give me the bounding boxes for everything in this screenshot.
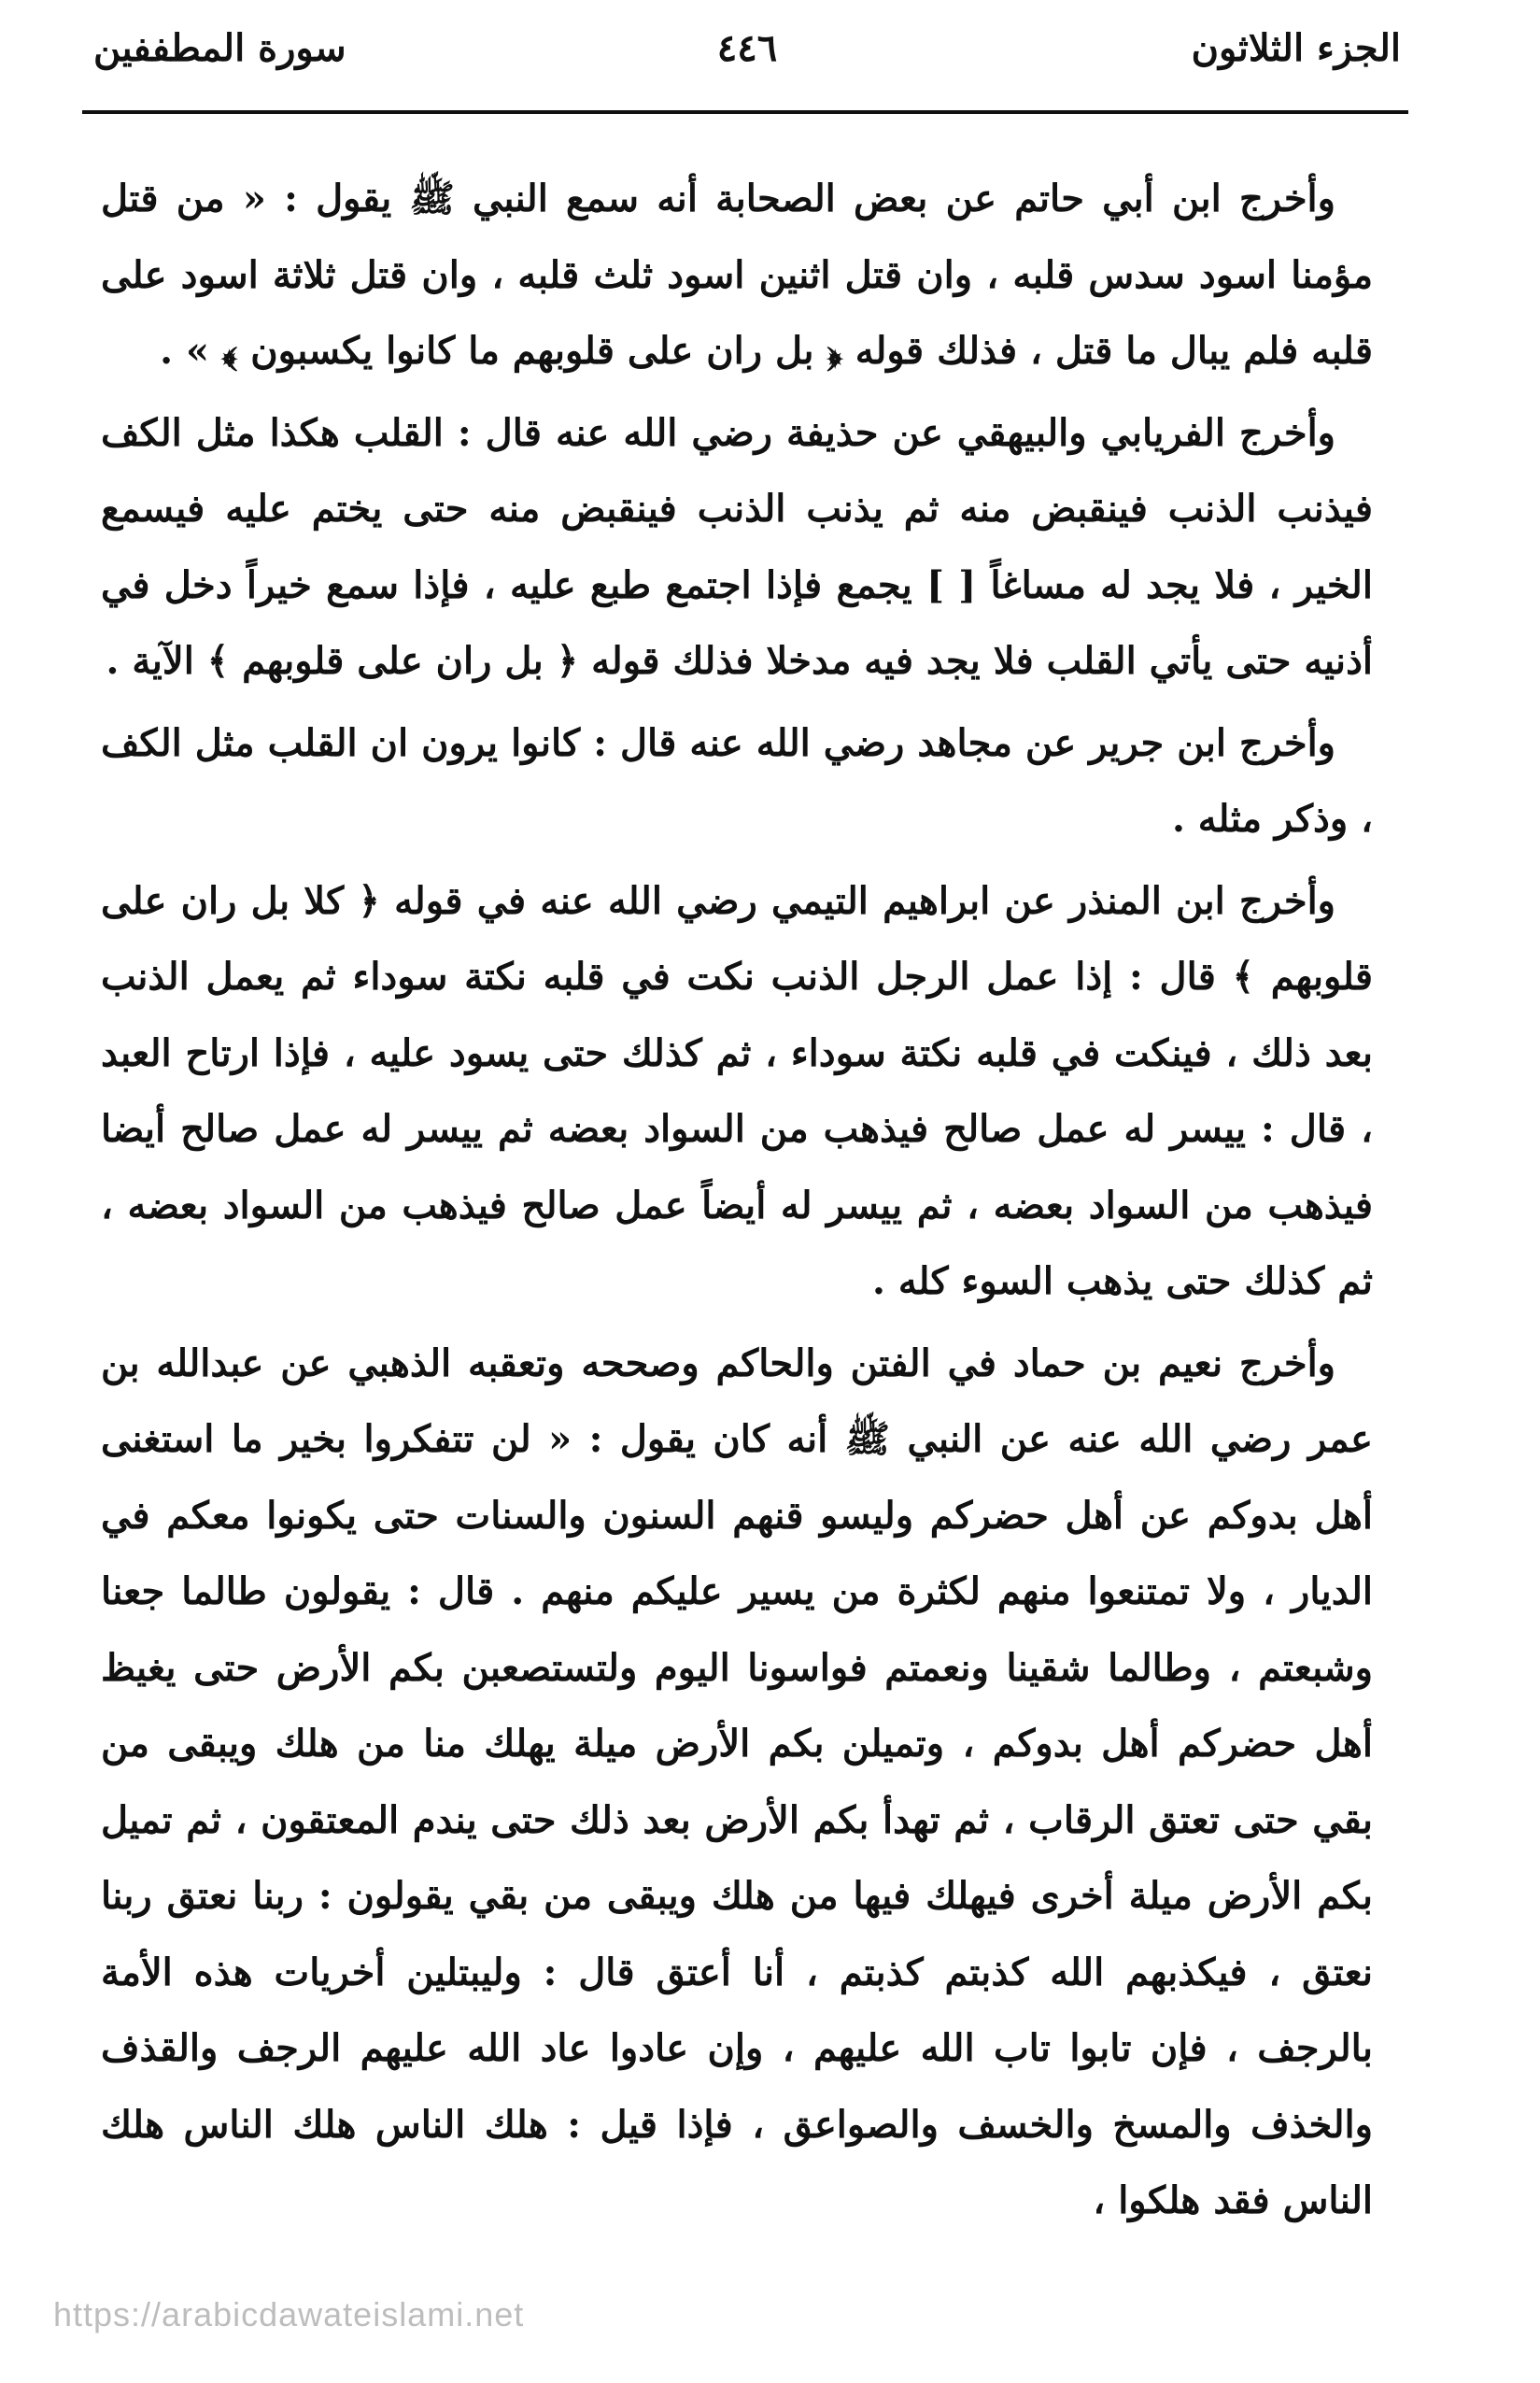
watermark-url: https://arabicdawateislami.net — [53, 2295, 525, 2333]
surah-title: سورة المطففين — [93, 26, 346, 70]
paragraph: وأخرج ابن جرير عن مجاهد رضي الله عنه قال : كانوا يرون ان القلب مثل الكف ، وذكر مثله . — [101, 720, 1373, 841]
page-number: ٤٤٦ — [716, 26, 778, 70]
paragraph: وأخرج ابن المنذر عن ابراهيم التيمي رضي الله عنه في قوله ﴿ كلا بل ران على قلوبهم ﴾ قال : إذا عمل الرجل الذنب نكت في قلبه نكتة سوداء ثم يعمل الذنب بعد ذلك ، فينكت في قلبه نكتة سوداء ، ثم كذلك حتى يسود عليه ، فإذا ارتاح العبد ، قال : ييسر له عمل صالح فيذهب من السواد بعضه ثم ييسر له عمل صالح أيضا فيذهب من السواد بعضه ، ثم ييسر له أيضاً عمل صالح فيذهب من السواد بعضه ، ثم كذلك حتى يذهب السوء كله . — [101, 878, 1373, 1303]
header-rule — [82, 110, 1408, 114]
paragraph: وأخرج ابن أبي حاتم عن بعض الصحابة أنه سمع النبي ﷺ يقول : « من قتل مؤمنا اسود سدس قلبه ، وان قتل اثنين اسود ثلث قلبه ، وان قتل ثلاثة اسود على قلبه فلم يبال ما قتل ، فذلك قوله ﴿ بل ران على قلوبهم ما كانوا يكسبون ﴾ » . — [101, 177, 1373, 373]
paragraph: وأخرج الفريابي والبيهقي عن حذيفة رضي الله عنه قال : القلب هكذا مثل الكف فيذنب الذنب فينقبض منه ثم يذنب الذنب فينقبض منه حتى يختم عليه فيسمع الخير ، فلا يجد له مساغاً [ ] يجمع فإذا اجتمع طبع عليه ، فإذا سمع خيراً دخل في أذنيه حتى يأتي القلب فلا يجد فيه مدخلا فذلك قوله ﴿ بل ران على قلوبهم ﴾ الآية . — [101, 410, 1373, 683]
page-body — [101, 161, 1373, 2245]
page-header — [93, 26, 1401, 92]
paragraph: وأخرج نعيم بن حماد في الفتن والحاكم وصححه وتعقبه الذهبي عن عبدالله بن عمر رضي الله عنه عن النبي ﷺ أنه كان يقول : « لن تتفكروا بخير ما استغنى أهل بدوكم عن أهل حضركم وليسو قنهم السنون والسنات حتى يكونوا معكم في الديار ، ولا تمتنعوا منهم لكثرة من يسير عليكم منهم . قال : يقولون طالما جعنا وشبعتم ، وطالما شقينا ونعمتم فواسونا اليوم ولتستصعبن بكم الأرض حتى يغيظ أهل حضركم أهل بدوكم ، وتميلن بكم الأرض ميلة يهلك منا من هلك ويبقى من بقي حتى تعتق الرقاب ، ثم تهدأ بكم الأرض بعد ذلك حتى يندم المعتقون ، ثم تميل بكم الأرض ميلة أخرى فيهلك فيها من هلك ويبقى من بقي يقولون : ربنا نعتق ربنا نعتق ، فيكذبهم الله كذبتم كذبتم ، أنا أعتق قال : وليبتلين أخريات هذه الأمة بالرجف ، فإن تابوا تاب الله عليهم ، وإن عادوا عاد الله عليهم الرجف والقذف والخذف والمسخ والخسف والصواعق ، فإذا قيل : هلك الناس هلك الناس هلك الناس فقد هلكوا ، — [101, 1340, 1373, 2222]
juz-title: الجزء الثلاثون — [1191, 26, 1401, 70]
